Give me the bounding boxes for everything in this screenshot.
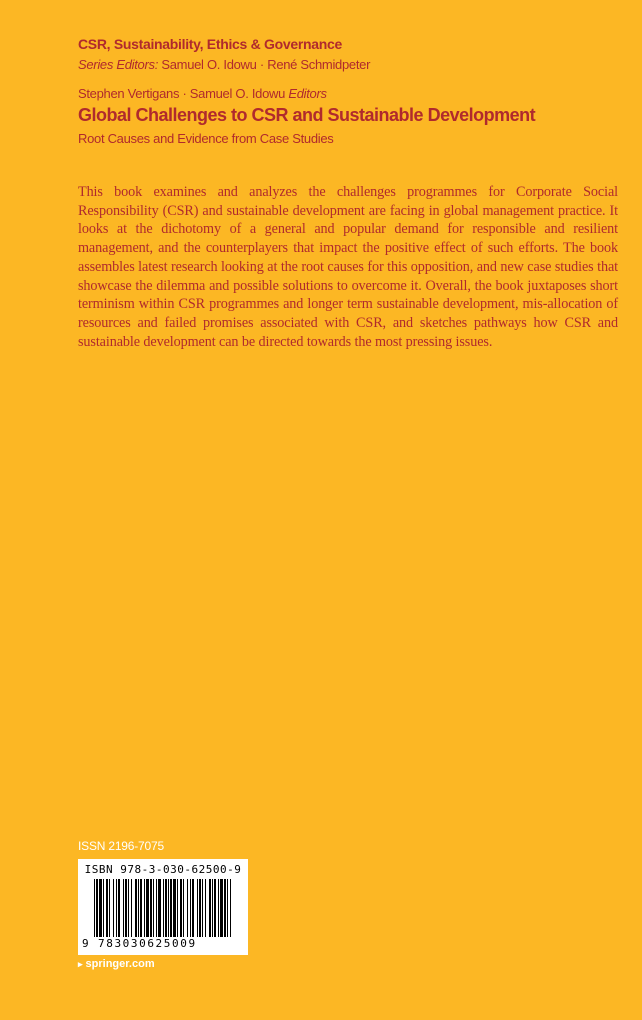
publisher-url: springer.com <box>85 958 155 970</box>
series-editors-label: Series Editors: <box>78 57 159 72</box>
barcode-digits-rest: 783030625009 <box>98 937 197 950</box>
arrow-icon: ▸ <box>78 959 83 969</box>
book-editors <box>78 86 327 101</box>
book-title: Global Challenges to CSR and Sustainable Development <box>78 105 536 125</box>
book-subtitle: Root Causes and Evidence from Case Studies <box>78 131 334 146</box>
series-title: CSR, Sustainability, Ethics & Governance <box>78 36 342 52</box>
barcode-digit-first: 9 <box>82 937 89 950</box>
book-editors-label: Editors <box>288 86 327 101</box>
book-blurb: This book examines and analyzes the challenges programmes for Corporate Social Responsibility (CSR) and sustainable development are facing in global management practice. It looks at the dichotomy of a general and popular demand for responsible and resilient management, and the counterplayers that impact the positive effect of such efforts. The book assembles latest research looking at the root causes for this opposition, and new case studies that showcase the dilemma and possible solutions to overcome it. Overall, the book juxtaposes short terminism within CSR programmes and longer term sustainable development, mis-allocation of resources and failed promises associated with CSR, and sketches pathways how CSR and sustainable development can be directed towards the most pressing issues. <box>78 184 618 350</box>
book-editors-names: Stephen Vertigans · Samuel O. Idowu <box>78 86 286 101</box>
isbn-text: ISBN 978-3-030-62500-9 <box>84 863 242 876</box>
barcode <box>78 859 248 955</box>
barcode-bars <box>94 879 234 937</box>
series-editors <box>78 57 370 72</box>
series-editors-names: Samuel O. Idowu · René Schmidpeter <box>161 57 371 72</box>
publisher-link[interactable] <box>78 958 155 970</box>
issn: ISSN 2196-7075 <box>78 839 164 853</box>
